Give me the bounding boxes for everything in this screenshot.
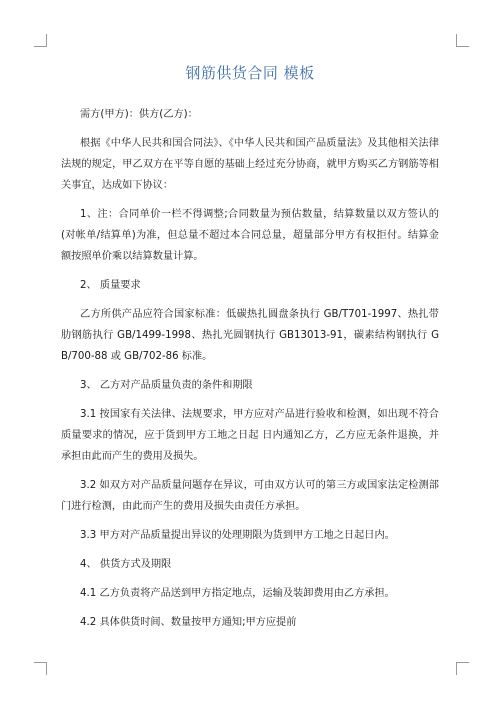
clause-2-paragraph: 乙方所供产品应符合国家标准：低碳热扎圆盘条执行 GB/T701-1997、热扎带肋钢筋执行 GB/1499-1998、热扎光圆钢执行 GB13013-91，碳素结构钢执行 GB/700-88 或 GB/702-86 标准。 xyxy=(61,309,439,362)
parties-line: 需方(甲方)：供方(乙方)： xyxy=(80,109,198,120)
clause-3-3-paragraph: 3.3 甲方对产品质量提出异议的处理期限为货到甲方工地之日起日内。 xyxy=(80,530,395,541)
clause-3-heading: 3、 乙方对产品质量负责的条件和期限 xyxy=(80,380,253,391)
clause-4-heading: 4、 供货方式及期限 xyxy=(80,559,172,570)
crop-mark-top-right xyxy=(456,34,469,47)
crop-mark-top-left xyxy=(34,34,47,47)
document-title: 钢筋供货合同 模板 xyxy=(185,64,315,82)
clause-4-1-paragraph: 4.1 乙方负责将产品送到甲方指定地点，运输及装卸费用由乙方承担。 xyxy=(80,588,395,599)
crop-mark-bottom-left xyxy=(34,662,47,675)
clause-2-heading: 2、 质量要求 xyxy=(80,280,141,291)
clause-4-2-paragraph: 4.2 具体供货时间、数量按甲方通知;甲方应提前 xyxy=(80,617,297,628)
clause-3-2-paragraph: 3.2 如双方对产品质量问题存在异议，可由双方认可的第三方或国家法定检测部门进行检测，由此而产生的费用及损失由责任方承担。 xyxy=(61,480,439,512)
clause-1-paragraph: 1、注：合同单价一栏不得调整;合同数量为预估数量，结算数量以双方签认的(对帐单/结算单)为准，但总量不超过本合同总量，超量部分甲方有权拒付。结算金额按照单价乘以结算数量计算。 xyxy=(61,209,439,262)
preamble-paragraph: 根据《中华人民共和国合同法》、《中华人民共和国产品质量法》及其他相关法律法规的规定，甲乙双方在平等自愿的基础上经过充分协商，就甲方购买乙方钢筋等相关事宜，达成如下协议： xyxy=(61,138,439,191)
crop-mark-bottom-right xyxy=(456,662,469,675)
clause-3-1-paragraph: 3.1 按国家有关法律、法规要求，甲方应对产品进行验收和检测，如出现不符合质量要求的情况，应于货到甲方工地之日起 日内通知乙方，乙方应无条件退换，并承担由此而产生的费用及损失。 xyxy=(61,409,439,462)
document-body xyxy=(61,104,439,641)
